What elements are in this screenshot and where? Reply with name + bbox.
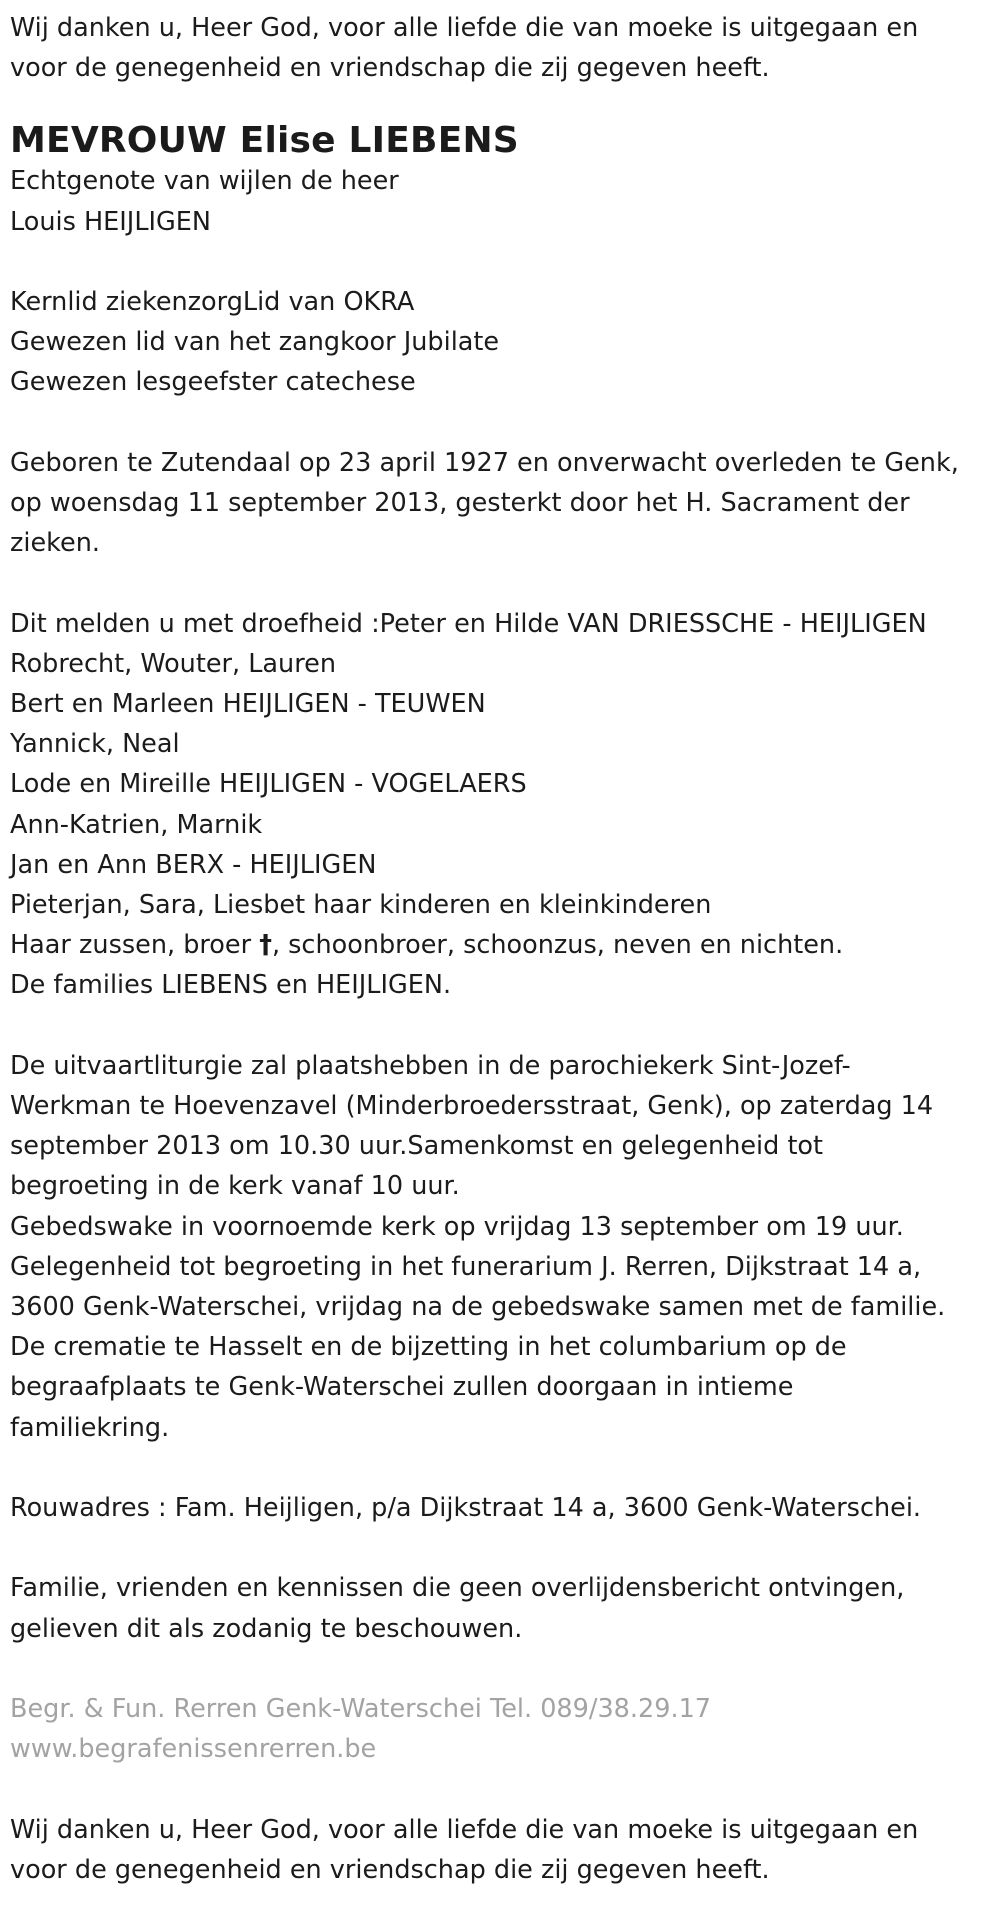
family-line: Bert en Marleen HEIJLIGEN - TEUWEN [10, 689, 486, 719]
families-line: De families LIEBENS en HEIJLIGEN. [10, 970, 452, 1001]
family-line: Pieterjan, Sara, Liesbet haar kinderen en kleinkinderen [10, 890, 712, 921]
closing-prayer [10, 1810, 990, 1890]
birth-death-line: Geboren te Zutendaal op 23 april 1927 en onverwacht overleden te Genk, [10, 447, 959, 478]
funeral-home [10, 1689, 990, 1769]
notice-line: Familie, vrienden en kennissen die geen overlijdensbericht ontvingen, [10, 1573, 905, 1604]
opening-prayer [10, 8, 990, 88]
funeral-home-contact: Begr. & Fun. Rerren Genk-Waterschei Tel. 089/38.29.17 [10, 1694, 712, 1725]
siblings-text: , schoonbroer, schoonzus, neven en nichten. [271, 930, 844, 961]
spacer [10, 1006, 990, 1046]
family-line: Lode en Mireille HEIJLIGEN - VOGELAERS [10, 769, 527, 800]
notice-line: gelieven dit als zodanig te beschouwen. [10, 1613, 523, 1644]
spacer [10, 1769, 990, 1809]
opening-prayer-line: Wij danken u, Heer God, voor alle liefde die van moeke is uitgegaan en [10, 13, 919, 43]
deceased-name: MEVROUW Elise LIEBENS [10, 120, 519, 162]
funeral-line: begroeting in de kerk vanaf 10 uur. [10, 1171, 460, 1202]
siblings-line [10, 925, 990, 965]
family-line: Yannick, Neal [10, 729, 180, 760]
spacer [10, 403, 990, 443]
spouse-line: Echtgenote van wijlen de heer [10, 166, 399, 197]
membership-line: Gewezen lesgeefster catechese [10, 367, 416, 398]
siblings-text: Haar zussen, broer [10, 930, 260, 961]
funeral-line: De crematie te Hasselt en de bijzetting in het columbarium op de [10, 1332, 847, 1363]
membership-line: Gewezen lid van het zangkoor Jubilate [10, 327, 500, 358]
funeral-line: De uitvaartliturgie zal plaatshebben in de parochiekerk Sint-Jozef- [10, 1050, 851, 1081]
address-line: Rouwadres : Fam. Heijligen, p/a Dijkstraat 14 a, 3600 Genk-Waterschei. [10, 1493, 922, 1524]
funeral-line: begraafplaats te Genk-Waterschei zullen doorgaan in intieme [10, 1372, 794, 1403]
memberships [10, 282, 990, 403]
funeral-line: familiekring. [10, 1412, 170, 1443]
funeral-line: 3600 Genk-Waterschei, vrijdag na de gebedswake samen met de familie. [10, 1292, 946, 1323]
mourning-address [10, 1488, 990, 1528]
spacer [10, 1649, 990, 1689]
birth-death-line: op woensdag 11 september 2013, gesterkt door het H. Sacrament der [10, 488, 910, 518]
closing-prayer-line: voor de genegenheid en vriendschap die zij gegeven heeft. [10, 1854, 770, 1885]
funeral-line: Gebedswake in voornoemde kerk op vrijdag 13 september om 19 uur. [10, 1211, 904, 1242]
funeral-line: Gelegenheid tot begroeting in het funerarium J. Rerren, Dijkstraat 14 a, [10, 1251, 922, 1282]
spacer [10, 563, 990, 603]
family-line: Robrecht, Wouter, Lauren [10, 648, 336, 679]
spouse-info [10, 161, 990, 241]
opening-prayer-line: voor de genegenheid en vriendschap die zij gegeven heeft. [10, 53, 770, 84]
birth-death-info [10, 443, 990, 564]
spacer [10, 1528, 990, 1568]
family-announcement [10, 604, 990, 1006]
spacer [10, 88, 990, 121]
funeral-details [10, 1046, 990, 1448]
spouse-line: Louis HEIJLIGEN [10, 206, 211, 237]
notice [10, 1568, 990, 1648]
spacer [10, 1448, 990, 1488]
membership-line: Kernlid ziekenzorgLid van OKRA [10, 287, 415, 317]
funeral-home-website-link[interactable]: www.begrafenissenrerren.be [10, 1734, 377, 1765]
family-line: Ann-Katrien, Marnik [10, 809, 263, 840]
funeral-line: Werkman te Hoevenzavel (Minderbroedersstraat, Genk), op zaterdag 14 [10, 1091, 934, 1122]
closing-prayer-line: Wij danken u, Heer God, voor alle liefde die van moeke is uitgegaan en [10, 1814, 919, 1845]
funeral-line: september 2013 om 10.30 uur.Samenkomst en gelegenheid tot [10, 1131, 824, 1162]
spacer [10, 242, 990, 282]
family-line: Jan en Ann BERX - HEIJLIGEN [10, 849, 377, 880]
family-line: Dit melden u met droefheid :Peter en Hilde VAN DRIESSCHE - HEIJLIGEN [10, 608, 927, 639]
birth-death-line: zieken. [10, 528, 100, 559]
cross-icon: † [259, 930, 272, 961]
